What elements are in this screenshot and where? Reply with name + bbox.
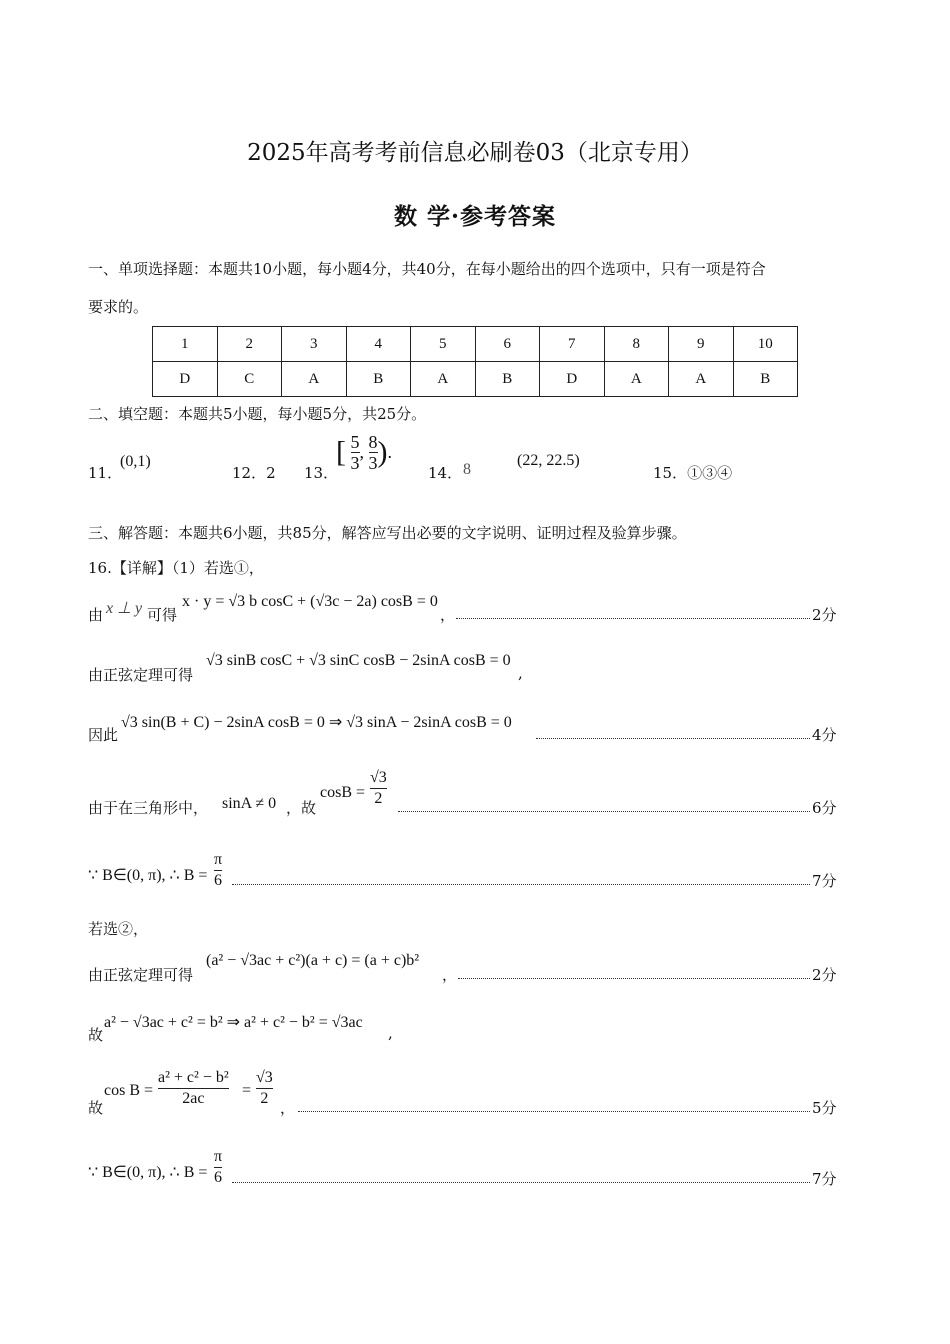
line1-prefix: 由	[88, 606, 104, 624]
dotted-leader	[232, 884, 810, 885]
line6-prefix: 由正弦定理可得	[88, 966, 194, 984]
table-cell: 1	[153, 327, 218, 362]
line6-equation: (a² − √3ac + c²)(a + c) = (a + c)b²	[206, 952, 420, 969]
answer-table-answers-row	[153, 362, 798, 397]
line4-mid: ，故	[286, 799, 317, 817]
line1-mid: 可得	[147, 606, 178, 624]
fraction-denominator: 3	[368, 453, 378, 473]
line9-lhs: ∵ B∈(0, π), ∴ B =	[88, 1164, 208, 1181]
fraction-denominator: 6	[214, 1169, 223, 1186]
fraction-denominator: 3	[350, 453, 360, 473]
line4-lhs: cosB =	[320, 784, 366, 801]
table-cell: D	[540, 362, 605, 397]
comma: ,	[518, 664, 523, 682]
table-cell: 5	[411, 327, 476, 362]
table-cell: A	[411, 362, 476, 397]
line2-prefix: 由正弦定理可得	[88, 666, 194, 684]
line5-fraction	[214, 850, 222, 891]
q16-intro: 16.【详解】（1）若选①，	[88, 559, 264, 577]
line7-equation: a² − √3ac + c² = b² ⇒ a² + c² − b² = √3ac	[104, 1014, 363, 1031]
line3-prefix: 因此	[88, 726, 119, 744]
choice2-label: 若选②，	[88, 920, 149, 938]
line1-condition: x ⊥ y	[106, 600, 143, 617]
fraction-denominator: 2	[374, 790, 383, 807]
score-label: 2分	[812, 606, 837, 624]
fraction	[214, 850, 222, 891]
fraction-numerator: √3	[370, 768, 387, 789]
table-cell: 4	[346, 327, 411, 362]
line2-equation: √3 sinB cosC + √3 sinC cosB − 2sinA cosB = 0	[206, 652, 511, 669]
table-cell: 7	[540, 327, 605, 362]
fraction-numerator: π	[214, 1147, 222, 1168]
fraction-numerator: 8	[368, 432, 378, 452]
dotted-leader	[456, 618, 810, 619]
line8-fraction	[158, 1068, 229, 1109]
score-label: 5分	[812, 1099, 837, 1117]
line7-prefix: 故	[88, 1026, 104, 1044]
line4-condition: sinA ≠ 0	[222, 795, 277, 812]
table-cell: 10	[733, 327, 798, 362]
dotted-leader	[298, 1111, 810, 1112]
line3-equation: √3 sin(B + C) − 2sinA cosB = 0 ⇒ √3 sinA − 2sinA cosB = 0	[121, 714, 512, 731]
fraction	[256, 1068, 273, 1109]
line8-lhs: cos B =	[104, 1082, 154, 1099]
dotted-leader	[536, 738, 810, 739]
table-cell: 3	[282, 327, 347, 362]
comma: ,	[388, 1024, 393, 1042]
line1-equation: x · y = √3 b cosC + (√3c − 2a) cosB = 0	[182, 593, 438, 610]
section1-heading: 一、单项选择题：本题共10小题，每小题4分，共40分，在每小题给出的四个选项中，只有一项是符合	[88, 260, 766, 278]
score-label: 7分	[812, 872, 837, 890]
q14-answer-b: (22, 22.5)	[517, 452, 580, 469]
fraction-denominator: 2	[260, 1090, 269, 1107]
score-label: 7分	[812, 1170, 837, 1188]
answer-table-numbers-row	[153, 327, 798, 362]
comma: ,	[359, 442, 364, 462]
fraction-numerator: a² + c² − b²	[158, 1068, 229, 1089]
right-paren: )	[377, 435, 388, 469]
fraction-numerator: 5	[350, 432, 360, 452]
q12-label: 12．2	[232, 464, 276, 482]
q14-label: 14．	[428, 464, 463, 482]
q13-label: 13．	[304, 464, 339, 482]
dotted-leader	[398, 811, 810, 812]
score-label: 2分	[812, 966, 837, 984]
answer-table	[152, 326, 798, 397]
table-cell: B	[475, 362, 540, 397]
line8-prefix: 故	[88, 1099, 104, 1117]
table-cell: A	[282, 362, 347, 397]
page-title: 2025年高考考前信息必刷卷03（北京专用）	[247, 140, 703, 166]
table-cell: A	[604, 362, 669, 397]
section1-heading-cont: 要求的。	[88, 298, 149, 316]
equals: =	[242, 1082, 252, 1099]
score-label: 6分	[812, 799, 837, 817]
table-cell: 2	[217, 327, 282, 362]
table-cell: B	[346, 362, 411, 397]
q13-answer	[336, 432, 392, 473]
table-cell: D	[153, 362, 218, 397]
fraction-denominator: 2ac	[182, 1090, 205, 1107]
fraction	[214, 1147, 222, 1188]
q13-fraction-2	[369, 432, 378, 473]
comma: ，	[440, 606, 456, 624]
score-label: 4分	[812, 726, 837, 744]
fraction-denominator: 6	[214, 872, 223, 889]
q14-answer-a: 8	[463, 461, 471, 478]
table-cell: B	[733, 362, 798, 397]
fraction	[158, 1068, 229, 1109]
line5-lhs: ∵ B∈(0, π), ∴ B =	[88, 867, 208, 884]
fraction-numerator: √3	[256, 1068, 273, 1089]
line9-fraction	[214, 1147, 222, 1188]
section3-heading: 三、解答题：本题共6小题，共85分，解答应写出必要的文字说明、证明过程及验算步骤。	[88, 524, 687, 542]
line4-prefix: 由于在三角形中，	[88, 799, 209, 817]
page-subtitle: 数 学·参考答案	[393, 203, 556, 230]
table-cell: 9	[669, 327, 734, 362]
fraction	[370, 768, 387, 809]
q13-fraction-1	[351, 432, 360, 473]
period: .	[387, 442, 392, 462]
q15-label: 15．①③④	[653, 464, 733, 482]
left-bracket: [	[336, 435, 346, 469]
table-cell: C	[217, 362, 282, 397]
dotted-leader	[458, 978, 810, 979]
q11-label: 11．	[88, 464, 123, 482]
dotted-leader	[232, 1182, 810, 1183]
comma: ，	[442, 966, 458, 984]
comma: ，	[280, 1099, 296, 1117]
section2-heading: 二、填空题：本题共5小题，每小题5分，共25分。	[88, 405, 427, 423]
table-cell: 8	[604, 327, 669, 362]
line4-fraction	[370, 768, 387, 809]
line8-fraction-2	[256, 1068, 273, 1109]
table-cell: A	[669, 362, 734, 397]
table-cell: 6	[475, 327, 540, 362]
q11-answer: (0,1)	[120, 453, 151, 470]
fraction-numerator: π	[214, 850, 222, 871]
